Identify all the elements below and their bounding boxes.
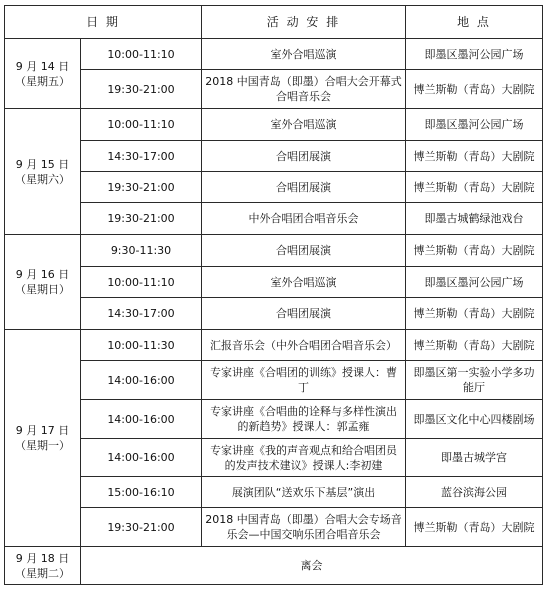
location-cell: 蓝谷滨海公园 [406,477,543,508]
departure-cell: 离会 [81,547,543,585]
date-label: 9 月 18 日 [15,551,70,565]
activity-cell: 中外合唱团合唱音乐会 [202,203,406,235]
table-row [5,400,543,439]
time-cell: 14:00-16:00 [81,361,202,400]
activity-cell: 室外合唱巡演 [202,109,406,141]
table-row [5,508,543,547]
location-cell: 博兰斯勒（青岛）大剧院 [406,172,543,203]
date-label: 9 月 16 日 [15,268,70,281]
table-row [5,141,543,172]
activity-cell: 合唱团展演 [202,235,406,267]
table-row [5,39,543,70]
time-cell: 15:00-16:10 [81,477,202,508]
header-date: 日 期 [5,6,202,39]
date-cell [5,39,81,109]
table-row [5,203,543,235]
time-cell: 10:00-11:30 [81,330,202,361]
time-cell: 19:30-21:00 [81,70,202,109]
time-cell: 19:30-21:00 [81,203,202,235]
schedule-table [4,5,543,585]
weekday-label: （星期五） [15,74,70,88]
location-cell: 博兰斯勒（青岛）大剧院 [406,70,543,109]
table-row [5,477,543,508]
location-cell: 即墨区墨河公园广场 [406,39,543,70]
header-location: 地 点 [406,6,543,39]
date-cell [5,547,81,585]
location-cell: 博兰斯勒（青岛）大剧院 [406,508,543,547]
activity-cell: 合唱团展演 [202,298,406,330]
table-row [5,298,543,330]
location-cell: 博兰斯勒（青岛）大剧院 [406,235,543,267]
weekday-label: （星期日） [15,283,70,296]
time-cell: 10:00-11:10 [81,109,202,141]
location-cell: 即墨区第一实验小学多功能厅 [406,361,543,400]
location-cell: 即墨区墨河公园广场 [406,109,543,141]
table-row [5,172,543,203]
date-cell [5,330,81,547]
time-cell: 14:00-16:00 [81,400,202,439]
time-cell: 19:30-21:00 [81,172,202,203]
date-label: 9 月 14 日 [15,59,70,73]
activity-cell: 室外合唱巡演 [202,267,406,298]
table-row [5,439,543,477]
activity-cell: 2018 中国青岛（即墨）合唱大会专场音乐会—中国交响乐团合唱音乐会 [202,508,406,547]
activity-cell: 合唱团展演 [202,172,406,203]
weekday-label: （星期二） [15,566,70,580]
date-label: 9 月 15 日 [15,157,70,171]
activity-cell: 室外合唱巡演 [202,39,406,70]
table-row [5,235,543,267]
location-cell: 即墨古城学宫 [406,439,543,477]
time-cell: 9:30-11:30 [81,235,202,267]
location-cell: 即墨古城鹤绿池戏台 [406,203,543,235]
time-cell: 10:00-11:10 [81,267,202,298]
table-row [5,70,543,109]
weekday-label: （星期六） [15,172,70,186]
activity-cell: 汇报音乐会（中外合唱团合唱音乐会） [202,330,406,361]
activity-cell: 专家讲座《合唱团的训练》授课人：曹丁 [202,361,406,400]
location-cell: 博兰斯勒（青岛）大剧院 [406,330,543,361]
time-cell: 19:30-21:00 [81,508,202,547]
activity-cell: 合唱团展演 [202,141,406,172]
time-cell: 10:00-11:10 [81,39,202,70]
time-cell: 14:00-16:00 [81,439,202,477]
table-row [5,361,543,400]
activity-cell: 专家讲座《合唱曲的诠释与多样性演出的新趋势》授课人：郭孟雍 [202,400,406,439]
date-label: 9 月 17 日 [15,424,70,437]
activity-cell: 专家讲座《我的声音观点和给合唱团员的发声技术建议》授课人:李初建 [202,439,406,477]
table-row [5,109,543,141]
time-cell: 14:30-17:00 [81,298,202,330]
table-row [5,330,543,361]
date-cell [5,109,81,235]
time-cell: 14:30-17:00 [81,141,202,172]
weekday-label: （星期一） [15,439,70,452]
table-row [5,267,543,298]
activity-cell: 展演团队“送欢乐下基层”演出 [202,477,406,508]
date-cell [5,235,81,330]
header-activity: 活 动 安 排 [202,6,406,39]
location-cell: 即墨区墨河公园广场 [406,267,543,298]
table-row [5,547,543,585]
location-cell: 博兰斯勒（青岛）大剧院 [406,141,543,172]
location-cell: 即墨区文化中心四楼剧场 [406,400,543,439]
header-row [5,6,543,39]
activity-cell: 2018 中国青岛（即墨）合唱大会开幕式合唱音乐会 [202,70,406,109]
location-cell: 博兰斯勒（青岛）大剧院 [406,298,543,330]
